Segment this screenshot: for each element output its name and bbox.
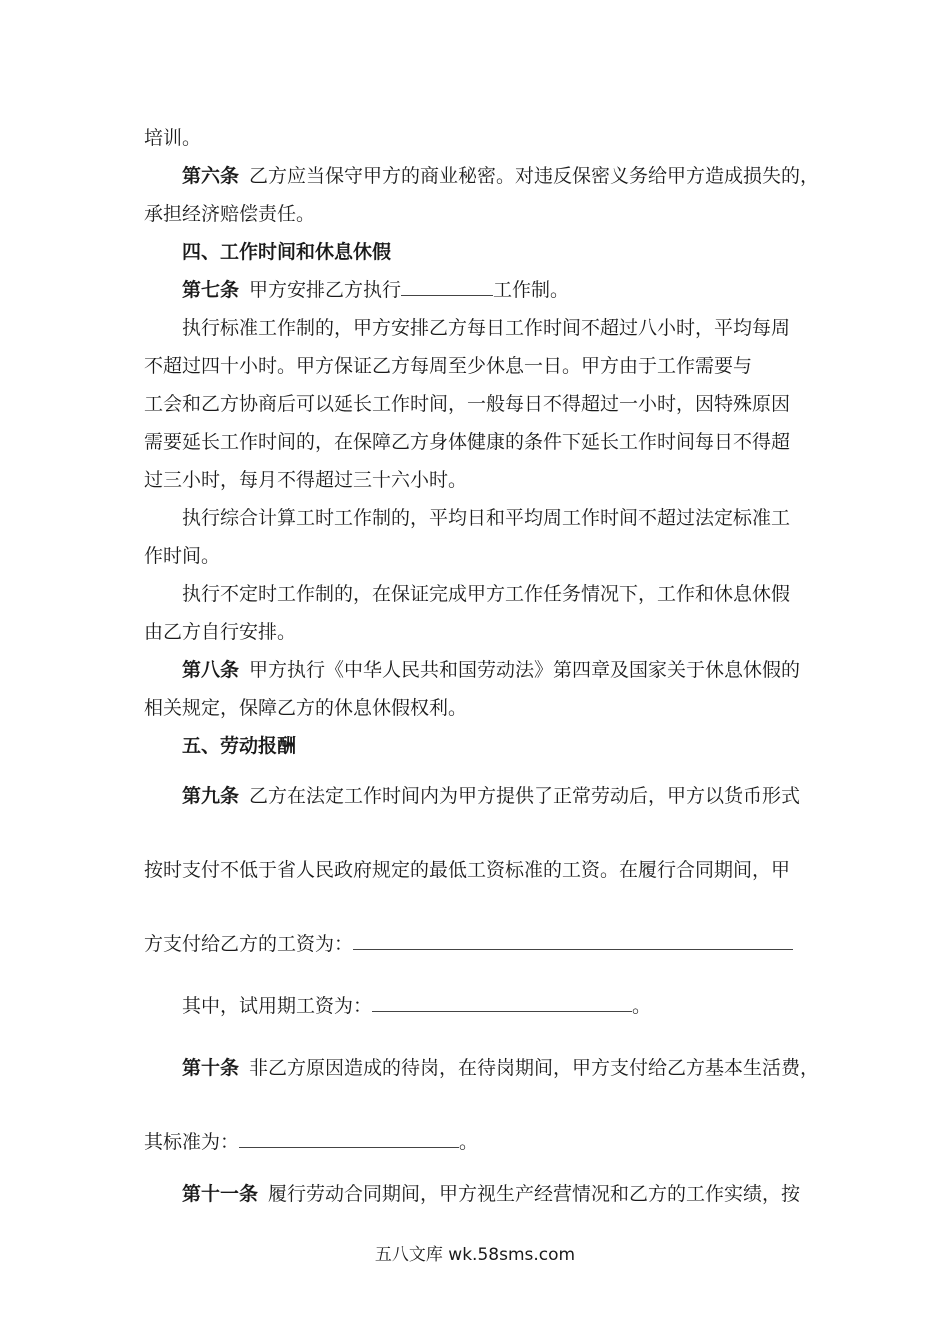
blank-field[interactable] [401, 278, 493, 296]
article-7 [182, 278, 569, 302]
standard-line [144, 1130, 478, 1154]
article-label: 第八条 [182, 659, 240, 681]
wage-blank[interactable] [353, 932, 793, 950]
article-8 [182, 658, 800, 682]
article-label: 第九条 [182, 785, 240, 807]
article-label: 第六条 [182, 165, 240, 187]
text-line: 培训。 [144, 127, 202, 149]
article-6 [182, 164, 819, 188]
text-line: 需要延长工作时间的，在保障乙方身体健康的条件下延长工作时间每日不得超 [144, 431, 791, 453]
article-9 [182, 784, 800, 808]
text-line: 工会和乙方协商后可以延长工作时间，一般每日不得超过一小时，因特殊原因 [144, 393, 791, 415]
section-heading: 五、劳动报酬 [182, 735, 297, 757]
article-label: 第七条 [182, 279, 240, 301]
standard-label: 其标准为： [144, 1131, 240, 1153]
text-line: 作时间。 [144, 545, 221, 567]
text-line: 承担经济赔偿责任。 [144, 203, 316, 225]
text-line: 由乙方自行安排。 [144, 621, 297, 643]
text-line: 执行不定时工作制的，在保证完成甲方工作任务情况下，工作和休息休假 [182, 583, 791, 605]
text-line: 按时支付不低于省人民政府规定的最低工资标准的工资。在履行合同期间，甲 [144, 859, 791, 881]
period: 。 [459, 1131, 479, 1153]
wage-line [144, 932, 793, 956]
article-text: 履行劳动合同期间，甲方视生产经营情况和乙方的工作实绩，按 [268, 1183, 801, 1205]
article-text: 甲方执行《中华人民共和国劳动法》第四章及国家关于休息休假的 [249, 659, 801, 681]
text-line: 过三小时，每月不得超过三十六小时。 [144, 469, 468, 491]
text-line: 执行标准工作制的，甲方安排乙方每日工作时间不超过八小时，平均每周 [182, 317, 791, 339]
probation-label: 其中，试用期工资为： [182, 995, 373, 1017]
probation-blank[interactable] [372, 994, 632, 1012]
article-text: 乙方应当保守甲方的商业秘密。对违反保密义务给甲方造成损失的， [249, 165, 820, 187]
article-text: 甲方安排乙方执行 [249, 279, 402, 301]
footer-watermark: 五八文库 wk.58sms.com [374, 1245, 576, 1265]
period: 。 [632, 995, 652, 1017]
article-label: 第十条 [182, 1057, 240, 1079]
standard-blank[interactable] [239, 1130, 459, 1148]
article-10 [182, 1056, 819, 1080]
text-line: 相关规定，保障乙方的休息休假权利。 [144, 697, 468, 719]
article-text: 工作制。 [493, 279, 570, 301]
text-line: 不超过四十小时。甲方保证乙方每周至少休息一日。甲方由于工作需要与 [144, 355, 753, 377]
section-heading: 四、工作时间和休息休假 [182, 241, 392, 263]
article-11 [182, 1182, 800, 1206]
article-text: 乙方在法定工作时间内为甲方提供了正常劳动后，甲方以货币形式 [249, 785, 801, 807]
article-text: 非乙方原因造成的待岗，在待岗期间，甲方支付给乙方基本生活费， [249, 1057, 820, 1079]
text-line: 执行综合计算工时工作制的，平均日和平均周工作时间不超过法定标准工 [182, 507, 791, 529]
article-label: 第十一条 [182, 1183, 259, 1205]
probation-line [182, 994, 651, 1018]
wage-label: 方支付给乙方的工资为： [144, 933, 354, 955]
